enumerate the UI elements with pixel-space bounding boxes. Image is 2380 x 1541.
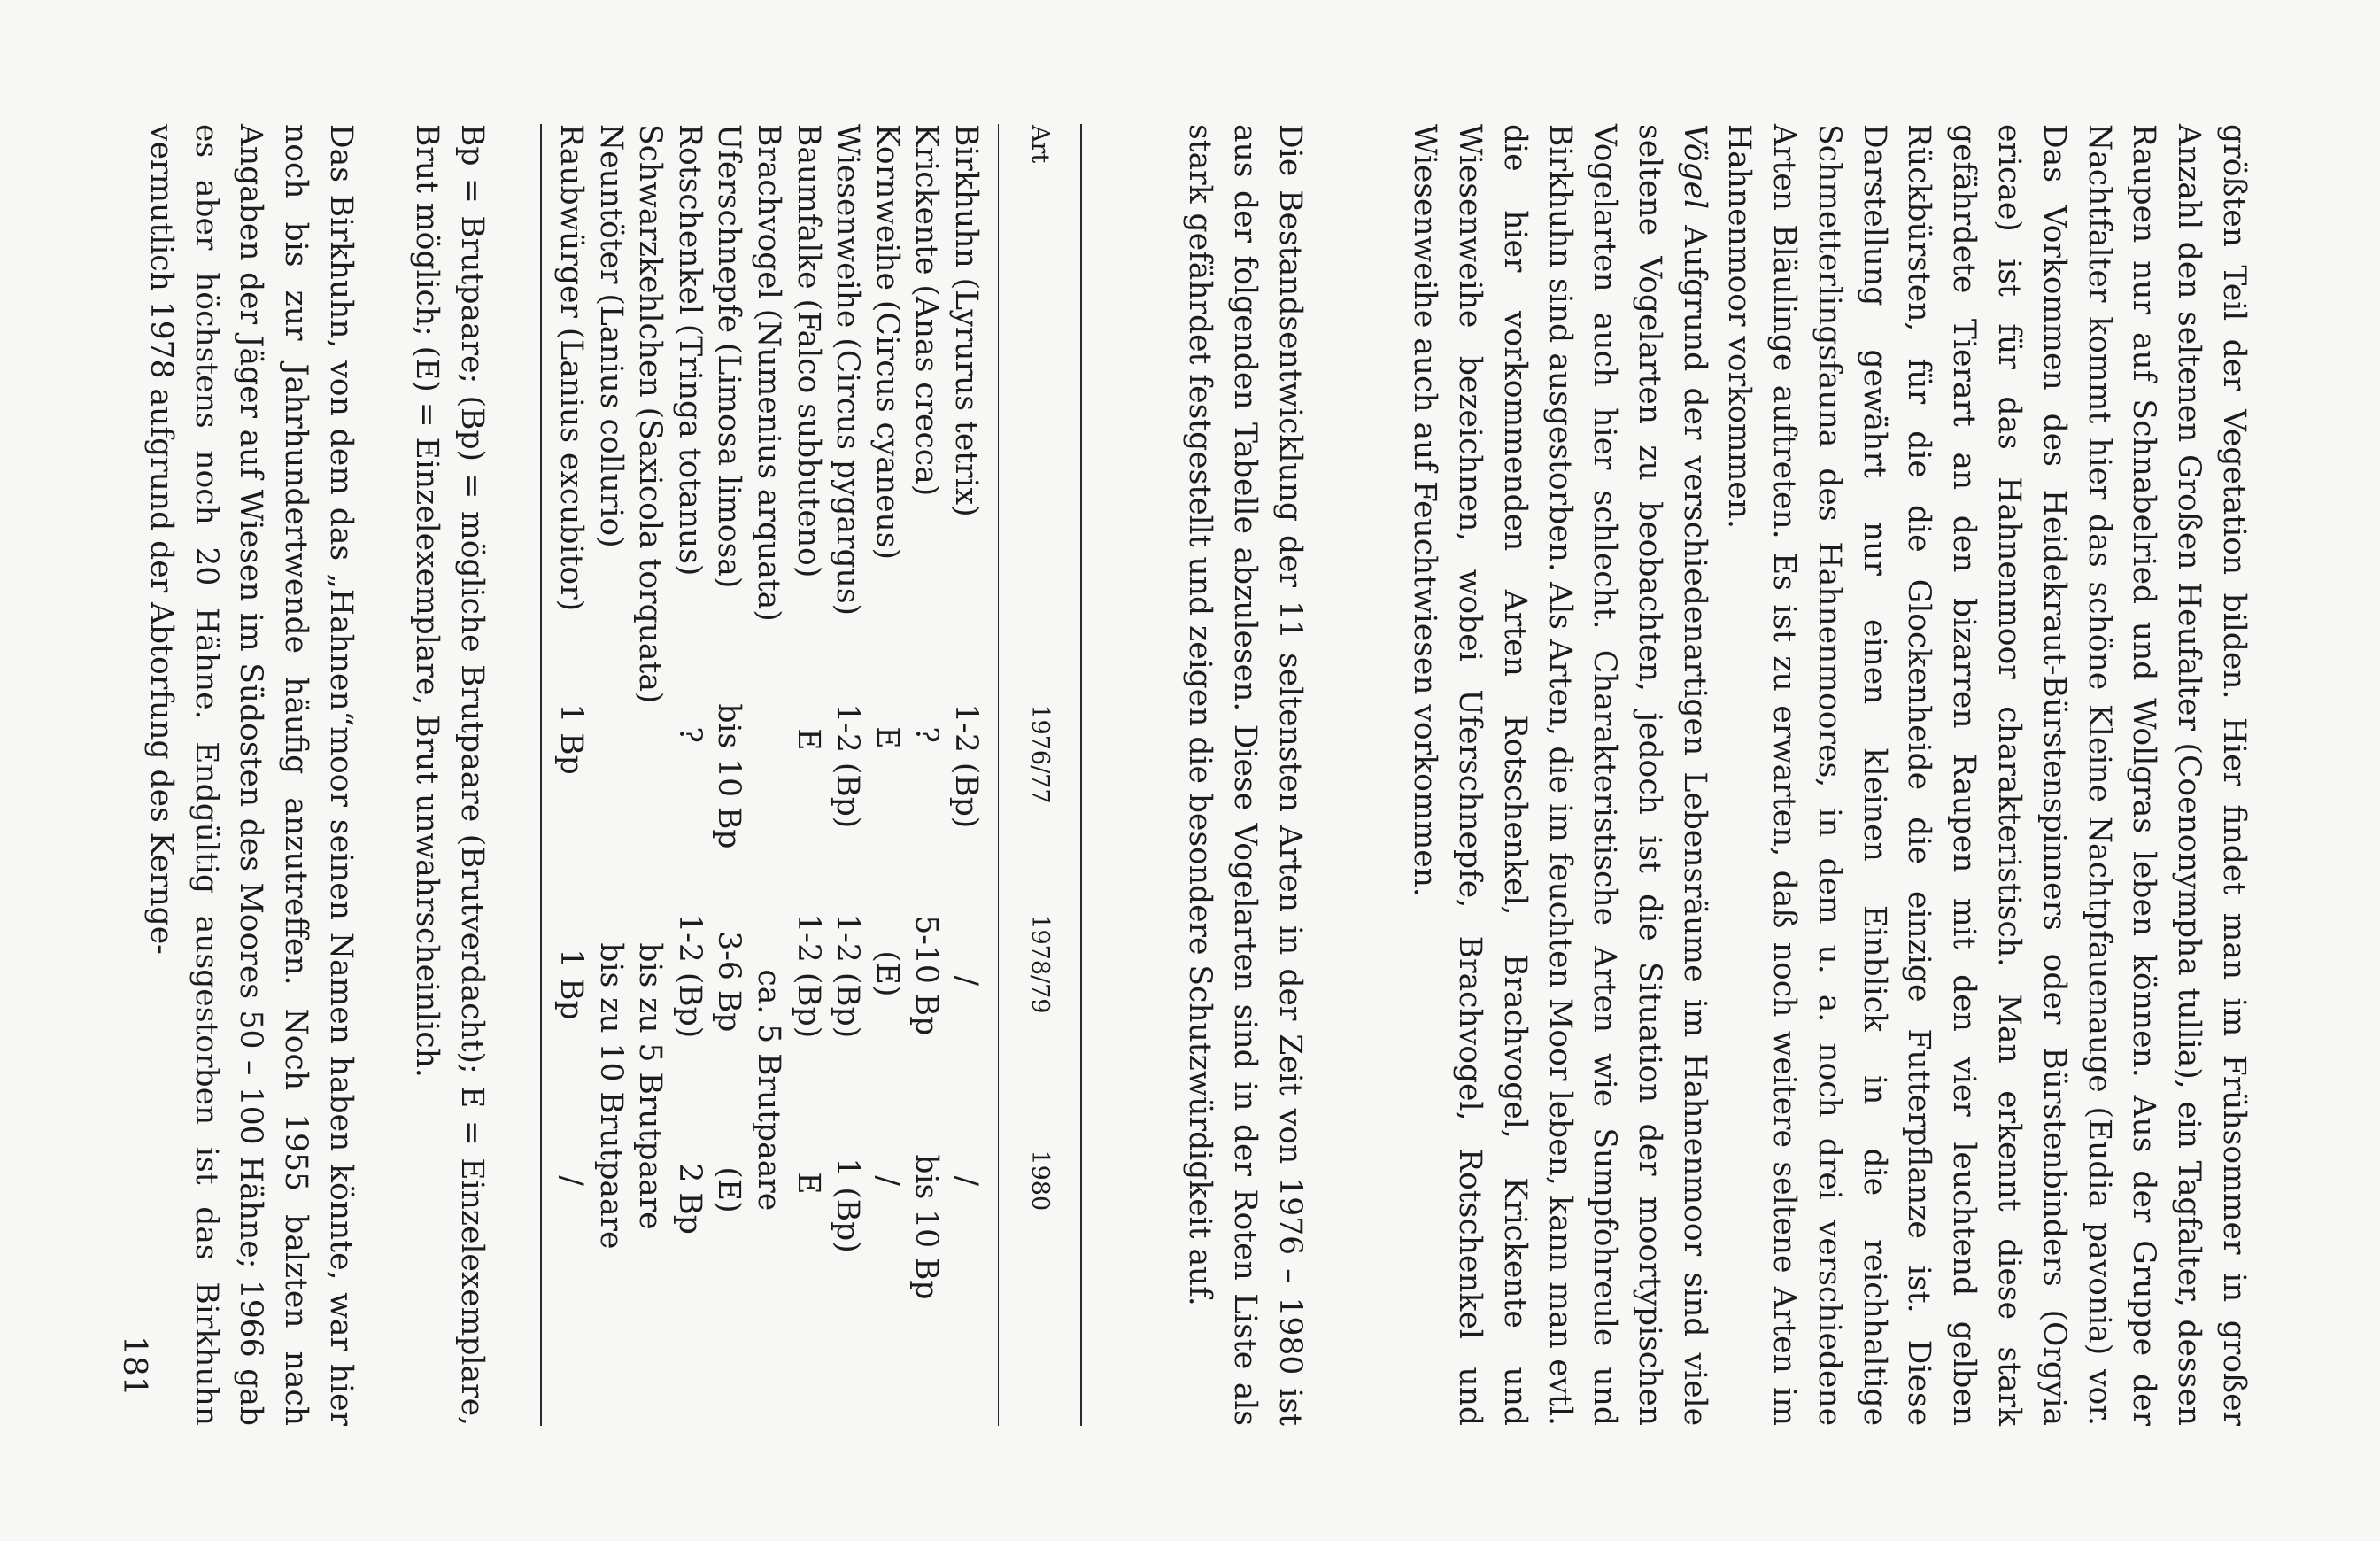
cell-1980: 2 Bp bbox=[671, 1163, 707, 1235]
cell-span bbox=[591, 703, 630, 1426]
cell-species: Schwarzkehlchen (Saxicola torquata) bbox=[632, 124, 668, 704]
cell-species: Uferschnepfe (Limosa limosa) bbox=[711, 124, 747, 589]
cell-1976-77: ? bbox=[908, 726, 945, 743]
table-row bbox=[788, 124, 828, 1426]
cell-1976-77: 1 Bp bbox=[541, 703, 591, 913]
paragraph-birkhuhn bbox=[138, 124, 363, 1426]
table-legend-text: Bp = Brutpaare; (Bp) = mögliche Brutpaare (Brutverdacht); E = Einzelexemplare, Brut möglich; (E) = Einzelexemplare, Brut unwahrscheinlich. bbox=[409, 124, 490, 1426]
cell-1976-77: ? bbox=[671, 726, 707, 743]
page-number: 181 bbox=[116, 1336, 152, 1397]
cell-1978-79: 3-6 Bp bbox=[711, 931, 747, 1033]
cell-species: Raubwürger (Lanius excubitor) bbox=[541, 124, 591, 703]
cell-1978-79: 1-2 (Bp) bbox=[790, 913, 826, 1039]
header-1978-79: 1978/79 bbox=[999, 913, 1082, 1149]
cell-1980: E bbox=[790, 1172, 826, 1195]
cell-1978-79: bis zu 10 Brutpaare bbox=[592, 942, 629, 1250]
cell-species: Birkhuhn (Lyrurus tetrix) bbox=[948, 124, 984, 517]
table-row bbox=[907, 124, 947, 1426]
cell-1980: bis 10 Bp bbox=[908, 1154, 945, 1300]
cell-1978-79: ca. 5 Brutpaare bbox=[751, 969, 787, 1212]
paragraph-population-development bbox=[1178, 124, 1312, 1426]
cell-span bbox=[630, 703, 670, 1426]
cell-1976-77: E bbox=[790, 728, 826, 751]
table-row bbox=[867, 124, 907, 1426]
paragraph-population-development-text: Die Bestandsentwicklung der 11 seltensten Arten in der Zeit von 1976 – 1980 ist aus der folgenden Tabelle abzulesen. Diese Vogelarten sind in der Roten Liste als stark gefährdet festgestellt und zeigen die besondere Schutzwürdigkeit auf. bbox=[1182, 124, 1308, 1426]
paragraph-birkhuhn-text: Das Birkhuhn, von dem das „Hahnen“moor seinen Namen haben könnte, war hier noch bis zur Jahrhundertwende häufig anzutreffen. Noch 1955 balzten nach Angaben der Jäger auf Wiesen im Südosten des Moores 50 – 100 Hähne; 1966 gab es aber höchstens noch 20 Hähne. Endgültig ausgestorben ist das Birkhuhn vermutlich 1978 aufgrund der Abtorfung des Kernge- bbox=[143, 124, 359, 1426]
table-row bbox=[630, 124, 670, 1426]
cell-1980: / bbox=[869, 1175, 905, 1187]
paragraph-butterflies bbox=[1716, 124, 2256, 1426]
paragraph-birds bbox=[1402, 124, 1717, 1426]
cell-species: Wiesenweihe (Circus pygargus) bbox=[830, 124, 866, 616]
paragraph-butterflies-text: größten Teil der Vegetation bilden. Hier findet man im Frühsommer in großer Anzahl den seltenen Großen Heufalter (Coenonympha tullia), ein Tagfalter, dessen Raupen nur auf Schnabelried und Wollgras leben können. Aus der Gruppe der Nachtfalter kommt hier das schöne Kleine Nachtpfauenauge (Eudia pavonia) vor. Das Vorkommen des Heidekraut-Bürstenspinners oder Bürstenbinders (Orgyia ericae) ist für das Hahnenmoor charakteristisch. Man erkennt diese stark gefährdete Tierart an den bizarren Raupen mit den vier leuchtend gelben Rückbürsten, für die die Glockenheide die einzige Futterpflanze ist. Diese Darstellung gewährt nur einen kleinen Einblick in die reichhaltige Schmetterlingsfauna des Hahnenmoores, in dem u. a. noch drei verschiedene Arten Bläulinge auftreten. Es ist zu erwarten, daß noch weitere seltene Arten im Hahnenmoor vorkommen. bbox=[1721, 124, 2252, 1426]
cell-species: Brachvogel (Numenius arquata) bbox=[751, 124, 787, 622]
birds-lead-word: Vögel bbox=[1677, 124, 1712, 210]
cell-species: Baumfalke (Falco subbuteno) bbox=[790, 124, 826, 578]
cell-species: Neuntöter (Lanius collurio) bbox=[592, 124, 629, 548]
header-art: Art bbox=[999, 124, 1082, 703]
cell-1978-79: 1 Bp bbox=[541, 913, 591, 1149]
header-1980: 1980 bbox=[999, 1149, 1082, 1426]
cell-1976-77: 1-2 (Bp) bbox=[948, 703, 984, 829]
cell-1978-79: / bbox=[948, 975, 984, 986]
paragraph-birds-text: Aufgrund der verschiedenartigen Lebensräume im Hahnenmoor sind viele seltene Vogelarten zu beobachten, jedoch ist die Situation der moortypischen Vogelarten auch hier schlecht. Charakteristische Arten wie Sumpfohreule und Birkhuhn sind ausgestorben. Als Arten, die im feuchten Moor leben, kann man evtl. die hier vorkommenden Arten Rotschenkel, Brachvogel, Krickente und Wiesenweihe bezeichnen, wobei Uferschnepfe, Brachvogel, Rotschenkel und Wiesenweihe auch auf Feuchtwiesen vorkommen. bbox=[1407, 124, 1712, 1426]
bird-population-table bbox=[540, 124, 1082, 1426]
table-header-row bbox=[999, 124, 1082, 1426]
cell-1976-77: bis 10 Bp bbox=[711, 703, 747, 849]
cell-1978-79: 1-2 (Bp) bbox=[671, 913, 707, 1039]
cell-1978-79: (E) bbox=[869, 950, 905, 997]
cell-species: Krickente (Anas crecca) bbox=[908, 124, 945, 497]
cell-1978-79: bis zu 5 Brutpaare bbox=[632, 942, 668, 1230]
cell-1980: / bbox=[541, 1149, 591, 1426]
cell-species: Rotschenkel (Tringa totanus) bbox=[671, 124, 707, 577]
cell-1980: (E) bbox=[711, 1166, 747, 1213]
table-row bbox=[591, 124, 630, 1426]
table-row bbox=[946, 124, 998, 1426]
cell-span bbox=[748, 703, 788, 1426]
cell-1976-77: E bbox=[869, 726, 905, 749]
cell-species: Kornweihe (Circus cyaneus) bbox=[869, 124, 905, 560]
table-row bbox=[828, 124, 868, 1426]
table-row bbox=[669, 124, 709, 1426]
table-row bbox=[709, 124, 749, 1426]
table-legend bbox=[404, 124, 494, 1426]
cell-1980: 1 (Bp) bbox=[830, 1158, 866, 1253]
table-row bbox=[748, 124, 788, 1426]
cell-1980: / bbox=[948, 1175, 984, 1187]
cell-1978-79: 1-2 (Bp) bbox=[830, 913, 866, 1039]
table-row bbox=[541, 124, 591, 1426]
cell-1976-77: 1-2 (Bp) bbox=[830, 703, 866, 829]
header-1976-77: 1976/77 bbox=[999, 703, 1082, 913]
cell-1978-79: 5-10 Bp bbox=[908, 915, 945, 1036]
